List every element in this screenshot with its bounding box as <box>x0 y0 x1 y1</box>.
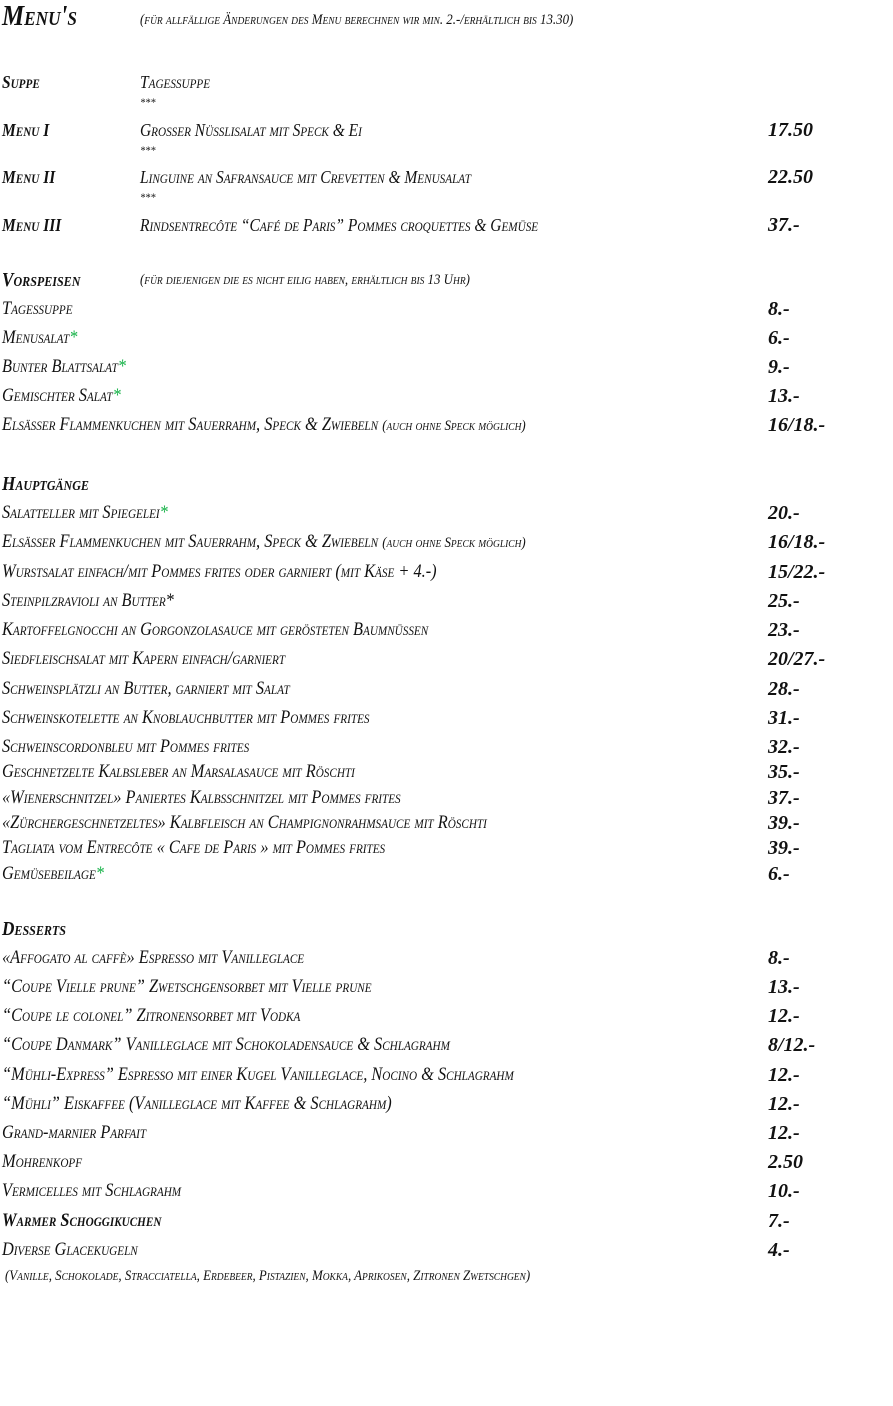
veg-star: * <box>95 863 104 884</box>
list-item <box>0 1120 893 1146</box>
menu-header-note: (für allfällige Änderungen des Menu berechnen wir min. 2.-/erhältlich bis 13.30) <box>140 12 574 28</box>
item-name <box>2 1003 300 1029</box>
section-title: Desserts <box>2 918 66 940</box>
section-header-hauptgaenge <box>0 471 893 497</box>
item-name <box>2 810 487 836</box>
list-item <box>0 617 893 643</box>
list-item <box>0 945 893 971</box>
item-name <box>2 945 304 971</box>
item-name <box>2 1120 146 1146</box>
veg-star: * <box>69 327 78 348</box>
item-name <box>2 1149 82 1175</box>
item-name-text: Warmer Schoggikuchen <box>2 1210 162 1231</box>
item-name <box>2 529 526 556</box>
list-item <box>0 810 893 836</box>
item-price: 32.- <box>768 736 800 758</box>
menu-dish: Tagessuppe <box>140 72 211 92</box>
item-price: 37.- <box>768 787 800 809</box>
item-name-text: “Coupe le colonel” Zitronensorbet mit Vodka <box>2 1005 301 1026</box>
item-name <box>2 835 385 861</box>
menu-title: Menu's <box>2 0 77 32</box>
item-name <box>2 676 290 702</box>
item-name-text: Siedfleischsalat mit Kapern einfach/garniert <box>2 648 286 669</box>
menu-row <box>0 212 893 238</box>
item-name-text: Tagessuppe <box>2 298 73 319</box>
item-price: 8/12.- <box>768 1034 816 1056</box>
menu-dish: Rindsentrecôte “Café de Paris” Pommes croquettes & Gemüse <box>140 215 539 235</box>
list-item <box>0 354 893 380</box>
menu-label: Suppe <box>2 72 40 92</box>
item-price: 10.- <box>768 1180 800 1202</box>
item-name <box>2 1237 138 1263</box>
item-price: 20/27.- <box>768 648 826 670</box>
list-item <box>0 974 893 1000</box>
item-price: 20.- <box>768 502 800 524</box>
menu-separator <box>0 137 893 163</box>
list-item <box>0 559 893 585</box>
item-name-text: Diverse Glacekugeln <box>2 1239 138 1260</box>
item-price: 12.- <box>768 1093 800 1115</box>
section-title: Hauptgänge <box>2 473 89 495</box>
item-name-text: Geschnetzelte Kalbsleber an Marsalasauce mit Röschti <box>2 761 355 782</box>
item-price: 39.- <box>768 812 800 834</box>
item-price: 6.- <box>768 327 790 349</box>
item-name-text: “Mühli-Express” Espresso mit einer Kugel Vanilleglace, Nocino & Schlagrahm <box>2 1064 514 1085</box>
item-name <box>2 500 168 526</box>
item-name-text: Grand-marnier Parfait <box>2 1122 147 1143</box>
list-item <box>0 705 893 731</box>
item-name-text: Mohrenkopf <box>2 1151 83 1172</box>
item-name <box>2 559 437 585</box>
item-price: 16/18.- <box>768 531 826 553</box>
item-price: 12.- <box>768 1064 800 1086</box>
list-item <box>0 1149 893 1175</box>
list-item <box>0 296 893 322</box>
section-header-desserts <box>0 916 893 942</box>
list-item <box>0 529 893 555</box>
item-name <box>2 759 355 785</box>
item-name <box>2 785 401 811</box>
item-name <box>2 646 285 672</box>
item-name <box>2 412 526 439</box>
item-price: 25.- <box>768 590 800 612</box>
item-name-text: «Affogato al caffè» Espresso mit Vanilleglace <box>2 947 305 968</box>
list-item <box>0 1003 893 1029</box>
item-name <box>2 974 372 1000</box>
item-price: 2.50 <box>768 1151 803 1173</box>
item-name-text: Salatteller mit Spiegelei <box>2 502 160 523</box>
list-item <box>0 1091 893 1117</box>
item-price: 28.- <box>768 678 800 700</box>
item-price: 16/18.- <box>768 414 826 436</box>
veg-star: * <box>117 356 126 377</box>
item-price: 6.- <box>768 863 790 885</box>
item-name <box>2 705 370 731</box>
veg-star: * <box>112 385 121 406</box>
item-name-text: Elsässer Flammenkuchen mit Sauerrahm, Speck & Zwiebeln <box>2 414 379 435</box>
list-item <box>0 785 893 811</box>
menu-price: 37.- <box>768 214 800 236</box>
item-name <box>2 354 126 380</box>
desserts-footnote <box>0 1263 893 1289</box>
item-name-text: Schweinscordonbleu mit Pommes frites <box>2 736 250 757</box>
list-item <box>0 588 893 614</box>
item-name-text: «Wienerschnitzel» Paniertes Kalbsschnitzel mit Pommes frites <box>2 787 401 808</box>
menu-dish: Grosser Nüsslisalat mit Speck & Ei <box>140 120 362 140</box>
list-item <box>0 1178 893 1204</box>
list-item <box>0 759 893 785</box>
item-price: 23.- <box>768 619 800 641</box>
item-name-text: Vermicelles mit Schlagrahm <box>2 1180 182 1201</box>
list-item <box>0 676 893 702</box>
item-price: 8.- <box>768 947 790 969</box>
item-name-text: Tagliata vom Entrecôte « Cafe de Paris » mit Pommes frites <box>2 837 386 858</box>
menu-dish: Linguine an Safransauce mit Crevetten & Menusalat <box>140 167 471 187</box>
item-name <box>2 383 121 409</box>
menu-separator <box>0 184 893 210</box>
menu-header <box>0 0 893 33</box>
item-price: 12.- <box>768 1122 800 1144</box>
list-item <box>0 646 893 672</box>
section-header-vorspeisen <box>0 267 893 293</box>
item-name <box>2 734 249 760</box>
separator: *** <box>140 143 156 157</box>
item-price: 8.- <box>768 298 790 320</box>
separator: *** <box>140 190 156 204</box>
list-item <box>0 325 893 351</box>
item-name <box>2 1208 161 1234</box>
item-name <box>2 861 104 887</box>
list-item <box>0 835 893 861</box>
list-item <box>0 412 893 438</box>
item-name-text: Menusalat <box>2 327 70 348</box>
item-name <box>2 325 77 351</box>
item-name <box>2 588 174 614</box>
menu-label: Menu II <box>2 167 56 187</box>
item-price: 12.- <box>768 1005 800 1027</box>
item-price: 35.- <box>768 761 800 783</box>
item-name <box>2 1178 181 1204</box>
list-item <box>0 734 893 760</box>
item-name <box>2 1091 392 1117</box>
item-name <box>2 1062 514 1088</box>
item-name <box>2 296 73 322</box>
item-name-text: “Coupe Danmark” Vanilleglace mit Schokoladensauce & Schlagrahm <box>2 1034 450 1055</box>
item-name <box>2 1032 450 1058</box>
item-name-text: Gemüsebeilage <box>2 863 96 884</box>
item-name <box>2 617 428 643</box>
item-price: 31.- <box>768 707 800 729</box>
list-item <box>0 500 893 526</box>
item-name-text: Wurstsalat einfach/mit Pommes frites oder garniert (mit Käse + 4.-) <box>2 561 437 582</box>
list-item <box>0 1208 893 1234</box>
item-name-text: Schweinsplätzli an Butter, garniert mit Salat <box>2 678 290 699</box>
item-name-text: Bunter Blattsalat <box>2 356 118 377</box>
menu-price: 17.50 <box>768 119 813 141</box>
item-note: (auch ohne Speck möglich) <box>382 418 526 434</box>
item-price: 39.- <box>768 837 800 859</box>
list-item <box>0 383 893 409</box>
item-name-text: Kartoffelgnocchi an Gorgonzolasauce mit gerösteten Baumnüssen <box>2 619 429 640</box>
list-item <box>0 1032 893 1058</box>
item-price: 13.- <box>768 976 800 998</box>
item-name-text: “Mühli” Eiskaffee (Vanilleglace mit Kaffee & Schlagrahm) <box>2 1093 392 1114</box>
list-item <box>0 1062 893 1088</box>
item-price: 15/22.- <box>768 561 826 583</box>
item-price: 4.- <box>768 1239 790 1261</box>
item-name-text: Steinpilzravioli an Butter* <box>2 590 174 611</box>
item-name-text: Gemischter Salat <box>2 385 113 406</box>
menu-price: 22.50 <box>768 166 813 188</box>
menu-label: Menu I <box>2 120 50 140</box>
item-note: (auch ohne Speck möglich) <box>382 535 526 551</box>
list-item <box>0 1237 893 1263</box>
item-price: 7.- <box>768 1210 790 1232</box>
item-name-text: Elsässer Flammenkuchen mit Sauerrahm, Speck & Zwiebeln <box>2 531 379 552</box>
item-name-text: Schweinskotelette an Knoblauchbutter mit Pommes frites <box>2 707 370 728</box>
veg-star: * <box>159 502 168 523</box>
item-price: 13.- <box>768 385 800 407</box>
list-item <box>0 861 893 887</box>
item-price: 9.- <box>768 356 790 378</box>
item-name-text: «Zürchergeschnetzeltes» Kalbfleisch an Champignonrahmsauce mit Röschti <box>2 812 487 833</box>
glace-flavours: (Vanille, Schokolade, Stracciatella, Erdebeer, Pistazien, Mokka, Aprikosen, Zitronen Zwetschgen) <box>5 1268 531 1284</box>
item-name-text: “Coupe Vielle prune” Zwetschgensorbet mit Vielle prune <box>2 976 372 997</box>
menu-separator <box>0 89 893 115</box>
section-title: Vorspeisen <box>2 269 81 291</box>
section-note: (für diejenigen die es nicht eilig haben, erhältlich bis 13 Uhr) <box>140 272 470 288</box>
menu-label: Menu III <box>2 215 62 235</box>
separator: *** <box>140 95 156 109</box>
